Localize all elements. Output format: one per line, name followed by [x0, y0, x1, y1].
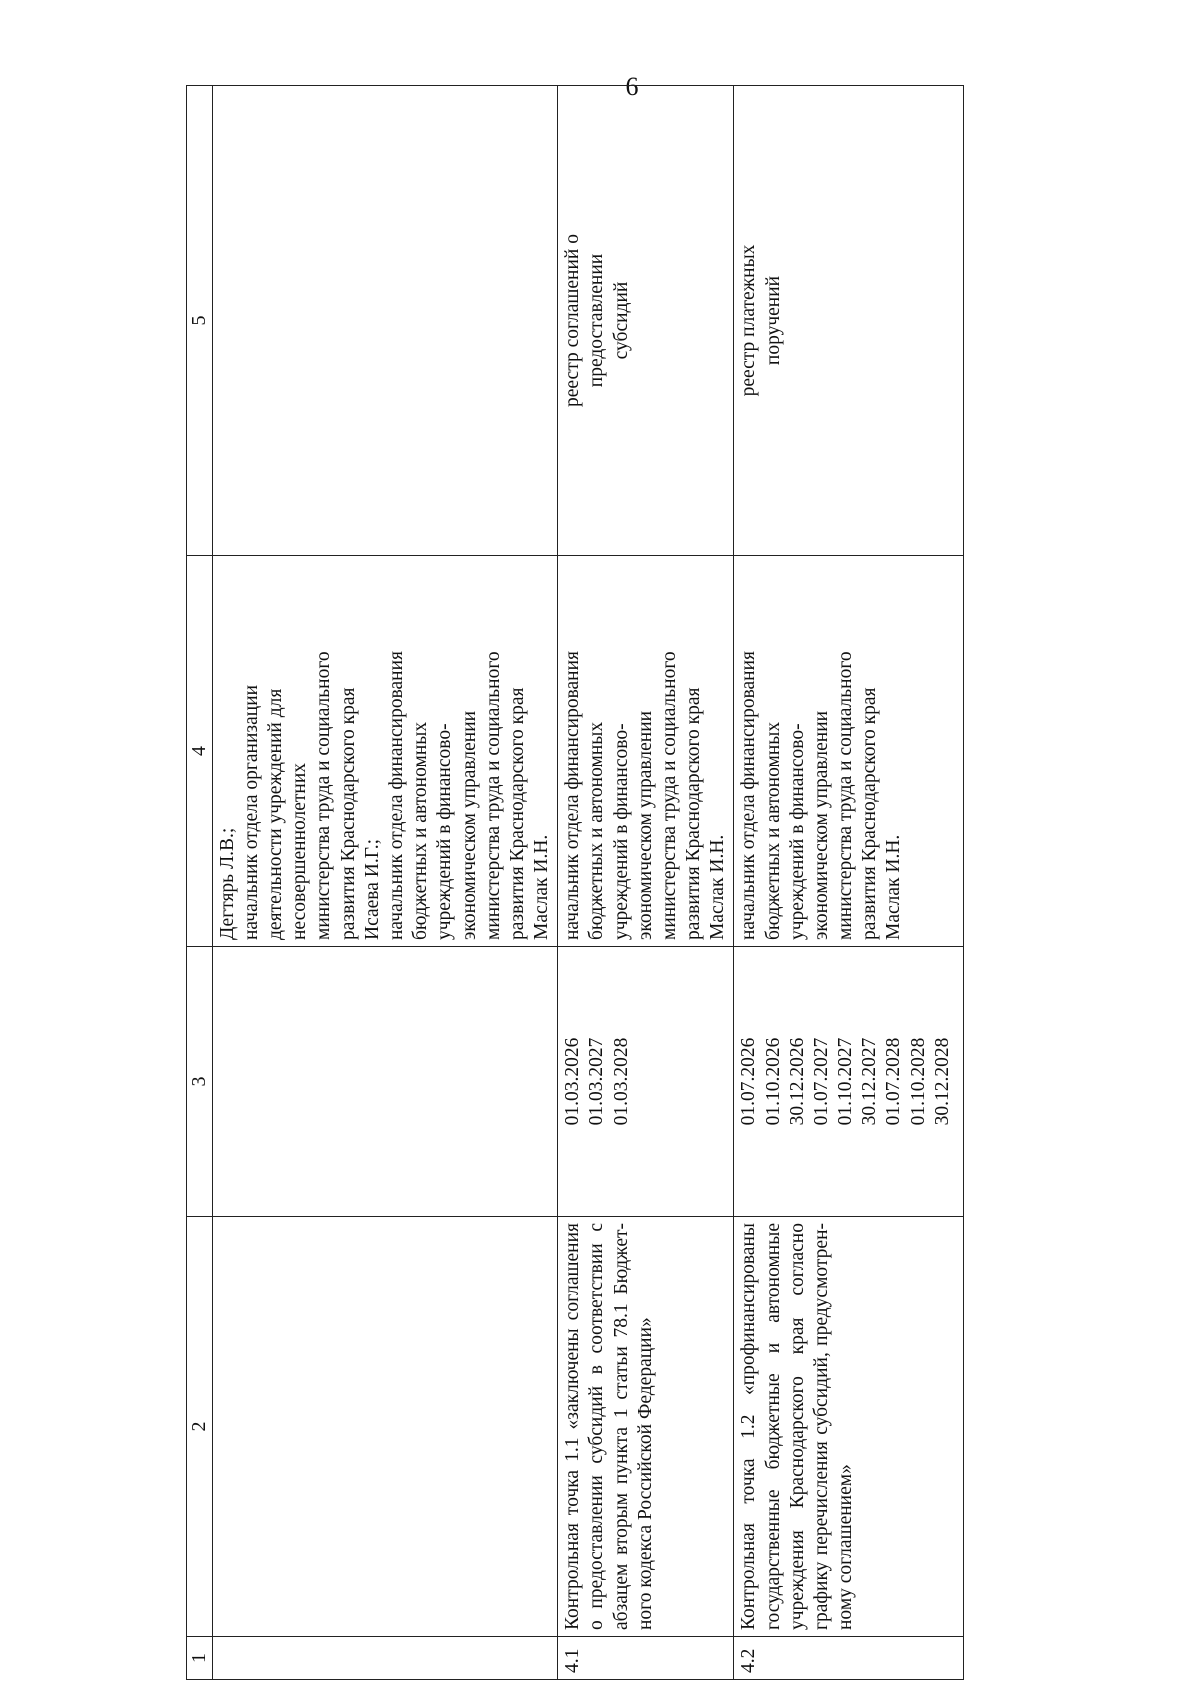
cell-line: развития Краснодарского края: [506, 687, 528, 940]
cell-line: предоставлении: [586, 253, 608, 388]
row-dates: [734, 947, 964, 1217]
row-dates: [212, 947, 557, 1217]
cell-line: 01.07.2027: [810, 1037, 832, 1126]
cell-line: учреждений в финансово-: [610, 723, 632, 940]
cell-line: Исаева И.Г.;: [361, 838, 383, 940]
row-responsible: [558, 556, 734, 947]
header-cell-3: 3: [187, 947, 213, 1217]
cell-line: начальник отдела организации: [240, 684, 262, 940]
row-number: 4.1: [558, 1637, 734, 1680]
row-description: Контрольная точка 1.2 «профинансированы государственные бюджетные и автономные учреждения Краснодарского края согласно графику перечисления субсидий, предусмотрен-ному соглашением»: [734, 1217, 964, 1637]
cell-line: реестр соглашений о: [562, 234, 584, 407]
cell-line: 30.12.2026: [786, 1037, 808, 1126]
cell-line: экономическом управлении: [634, 710, 656, 940]
cell-line: министерства труда и социального: [313, 651, 335, 940]
plan-table: [186, 85, 964, 1680]
cell-line: 01.10.2027: [835, 1037, 857, 1126]
row-document: [734, 86, 964, 556]
table-header-row: [187, 86, 213, 1680]
cell-line: Маслак И.Н.: [531, 834, 553, 940]
cell-line: развития Краснодарского края: [683, 687, 705, 940]
cell-line: экономическом управлении: [810, 710, 832, 940]
row-responsible: [734, 556, 964, 947]
header-cell-5: 5: [187, 86, 213, 556]
cell-line: субсидий: [610, 281, 632, 360]
row-document: [558, 86, 734, 556]
cell-line: деятельности учреждений для: [265, 688, 287, 940]
cell-line: 30.12.2027: [859, 1037, 881, 1126]
header-cell-4: 4: [187, 556, 213, 947]
cell-line: учреждений в финансово-: [786, 723, 808, 940]
row-description: [212, 1217, 557, 1637]
row-document: [212, 86, 557, 556]
cell-line: несовершеннолетних: [289, 762, 311, 940]
cell-line: 01.03.2027: [586, 1037, 608, 1126]
cell-line: начальник отдела финансирования: [386, 650, 407, 940]
cell-line: начальник отдела финансирования: [562, 650, 584, 940]
cell-line: бюджетных и автономных: [586, 721, 608, 940]
cell-line: развития Краснодарского края: [859, 687, 881, 940]
cell-line: 01.07.2026: [738, 1037, 760, 1126]
row-dates: [558, 947, 734, 1217]
cell-line: Маслак И.Н.: [883, 834, 905, 940]
cell-line: бюджетных и автономных: [410, 721, 432, 940]
cell-line: бюджетных и автономных: [762, 721, 784, 940]
cell-line: Дегтярь Л.В.;: [216, 827, 238, 940]
cell-line: 01.03.2026: [562, 1037, 584, 1126]
cell-line: поручений: [762, 275, 784, 366]
table-row: [558, 86, 734, 1680]
cell-line: 01.10.2026: [762, 1037, 784, 1126]
cell-line: 01.10.2028: [907, 1037, 929, 1126]
header-cell-1: 1: [187, 1637, 213, 1680]
cell-line: учреждений в финансово-: [434, 723, 456, 940]
cell-line: 30.12.2028: [931, 1037, 953, 1126]
cell-line: министерства труда и социального: [482, 651, 504, 940]
cell-line: экономическом управлении: [458, 710, 480, 940]
page-number: 6: [625, 72, 639, 101]
cell-line: 01.07.2028: [883, 1037, 905, 1126]
table-row: [734, 86, 964, 1680]
row-responsible: [212, 556, 557, 947]
cell-line: 01.03.2028: [610, 1037, 632, 1126]
table-row-continuation: [212, 86, 557, 1680]
row-number: 4.2: [734, 1637, 964, 1680]
row-number: [212, 1637, 557, 1680]
cell-line: министерства труда и социального: [835, 651, 857, 940]
cell-line: развития Краснодарского края: [337, 687, 359, 940]
cell-line: министерства труда и социального: [658, 651, 680, 940]
cell-line: Маслак И.Н.: [707, 834, 729, 940]
header-cell-2: 2: [187, 1217, 213, 1637]
row-description: Контрольная точка 1.1 «заключены соглашения о предоставлении субсидий в соответствии с абзацем вторым пункта 1 статьи 78.1 Бюджет-ного кодекса Российской Федерации»: [558, 1217, 734, 1637]
cell-line: начальник отдела финансирования: [738, 650, 760, 940]
rotated-table-wrapper: [186, 86, 1054, 1680]
cell-line: реестр платежных: [738, 244, 760, 397]
